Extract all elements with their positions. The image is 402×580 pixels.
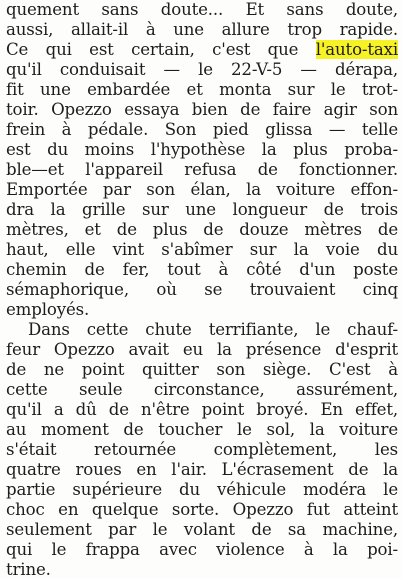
- text-line: est du moins l'hypothèse la plus proba-: [6, 140, 398, 159]
- text-line: fit une embardée et monta sur le trot-: [6, 80, 398, 99]
- text-line: sémaphorique, où se trouvaient cinq: [6, 280, 398, 299]
- text-line: qui le frappa avec violence à la poi-: [6, 540, 398, 559]
- text-line: au moment de toucher le sol, la voiture: [6, 420, 398, 439]
- text-line: Dans cette chute terrifiante, le chauf-: [28, 320, 398, 339]
- article-text: [6, 0, 398, 580]
- text-line: partie supérieure du véhicule modéra le: [6, 480, 398, 499]
- text-line: trine.: [6, 560, 51, 579]
- text-line: haut, elle vint s'abîmer sur la voie du: [6, 240, 398, 259]
- text-line: de ne point quitter son siège. C'est à: [6, 360, 398, 379]
- text-line: employés.: [6, 300, 90, 319]
- text-line: chemin de fer, tout à côté d'un poste: [6, 260, 398, 279]
- text-line: mètres, et de plus de douze mètres de: [6, 220, 398, 239]
- text-line: [6, 40, 398, 60]
- text-segment: Ce qui est certain, c'est que: [6, 40, 316, 59]
- paragraph-1: [6, 0, 398, 320]
- text-line: frein à pédale. Son pied glissa — telle: [6, 120, 398, 139]
- paragraph-2: [6, 320, 398, 580]
- text-line: s'était retournée complètement, les: [6, 440, 398, 459]
- text-line: choc en quelque sorte. Opezzo fut atteint: [6, 500, 398, 519]
- text-line: quement sans doute... Et sans doute,: [6, 0, 398, 19]
- text-line: dra la grille sur une longueur de trois: [6, 200, 398, 219]
- text-line: cette seule circonstance, assurément,: [6, 380, 398, 399]
- text-line: quatre roues en l'air. L'écrasement de la: [6, 460, 398, 479]
- text-line: qu'il a dû de n'être point broyé. En effet,: [6, 400, 398, 419]
- text-line: toir. Opezzo essaya bien de faire agir son: [6, 100, 398, 119]
- text-line: qu'il conduisait — le 22-V-5 — dérapa,: [6, 60, 398, 79]
- text-line: aussi, allait-il à une allure trop rapide.: [6, 20, 398, 39]
- text-line: seulement par le volant de sa machine,: [6, 520, 398, 539]
- text-line: feur Opezzo avait eu la présence d'esprit: [6, 340, 398, 359]
- highlighted-term: l'auto-taxi: [315, 40, 398, 59]
- text-line: ble—et l'appareil refusa de fonctionner.: [6, 160, 398, 179]
- text-line: Emportée par son élan, la voiture effon-: [6, 180, 398, 199]
